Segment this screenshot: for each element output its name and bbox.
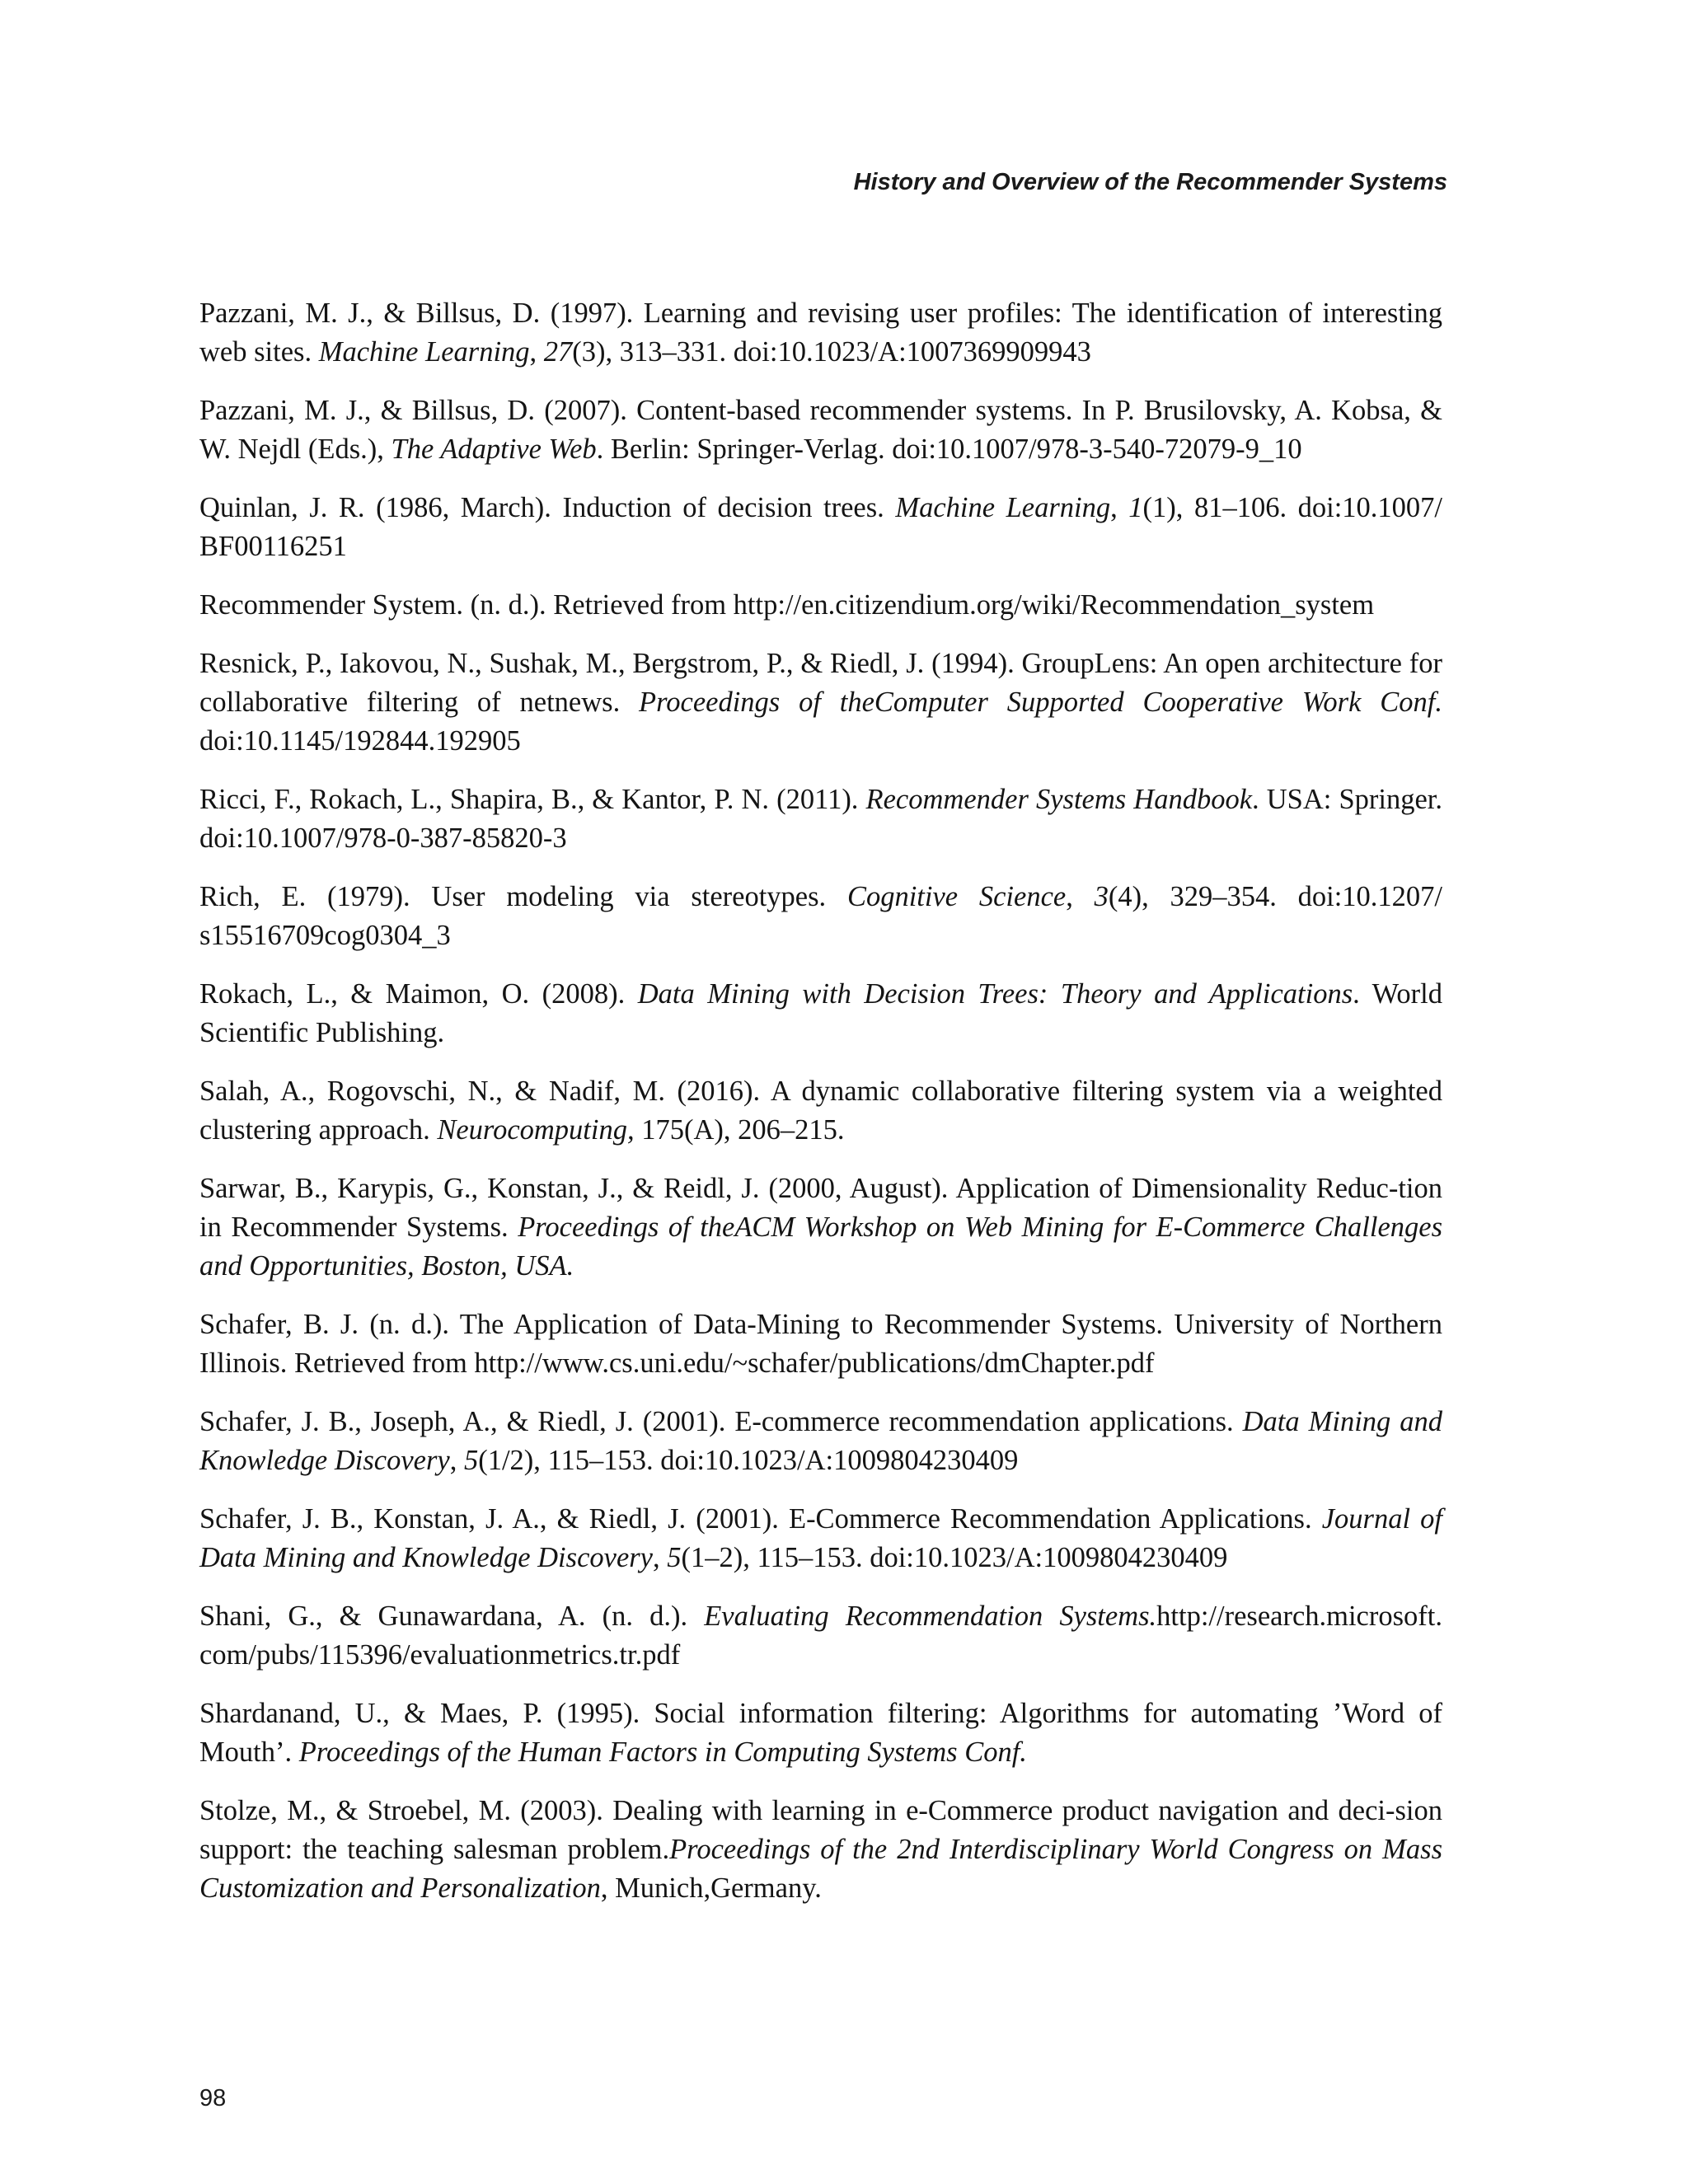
reference-source-title: Evaluating Recommendation Systems. xyxy=(704,1601,1157,1632)
reference-entry xyxy=(199,878,1442,955)
reference-source-title: Proceedings of theACM Workshop on Web Mining for E-Commerce Challenges and Opportunities, Boston, USA. xyxy=(199,1212,1442,1282)
reference-text: . Berlin: Springer-Verlag. doi:10.1007/978-3-540-72079-9_10 xyxy=(596,434,1302,465)
reference-entry xyxy=(199,586,1442,625)
reference-entry xyxy=(199,975,1442,1052)
reference-volume: 1 xyxy=(1128,492,1143,523)
reference-text: , xyxy=(1066,881,1095,912)
page-number: 98 xyxy=(199,2085,227,2111)
reference-source-title: Journal of Data Mining and Knowledge Discovery xyxy=(199,1503,1442,1573)
reference-source-title: Proceedings of theComputer Supported Cooperative Work Conf. xyxy=(639,687,1442,718)
reference-text: Stolze, M., & Stroebel, M. (2003). Dealing with learning in e-Commerce product navigation and deci-sion support: the teaching salesman problem. xyxy=(199,1795,1442,1865)
reference-entry xyxy=(199,1500,1442,1577)
reference-text: Rokach, L., & Maimon, O. (2008). xyxy=(199,978,638,1010)
reference-entry xyxy=(199,1792,1442,1908)
reference-volume: 5 xyxy=(667,1542,682,1573)
reference-text: Ricci, F., Rokach, L., Shapira, B., & Kantor, P. N. (2011). xyxy=(199,784,866,815)
reference-text: 175(A), 206–215. xyxy=(634,1114,845,1146)
reference-text: , xyxy=(449,1445,464,1476)
reference-entry xyxy=(199,1597,1442,1675)
reference-text: , Munich,Germany. xyxy=(600,1872,822,1904)
reference-text: doi:10.1145/192844.192905 xyxy=(199,725,521,757)
reference-text: Schafer, J. B., Konstan, J. A., & Riedl, J. (2001). E-Commerce Recommendation Applications. xyxy=(199,1503,1322,1535)
reference-entry xyxy=(199,294,1442,372)
reference-source-title: Proceedings of the 2nd Interdisciplinary World Congress on Mass Customization and Personalization xyxy=(199,1834,1443,1904)
reference-text: Sarwar, B., Karypis, G., Konstan, J., & Reidl, J. (2000, August). Application of Dimensionality Reduc-tion in Recommender Systems. xyxy=(199,1173,1442,1243)
reference-entry xyxy=(199,1169,1442,1286)
reference-source-title: Machine Learning xyxy=(895,492,1111,523)
reference-text: Quinlan, J. R. (1986, March). Induction of decision trees. xyxy=(199,492,896,523)
reference-source-title: Machine Learning xyxy=(318,336,530,368)
reference-entry xyxy=(199,1403,1442,1480)
reference-text: Pazzani, M. J., & Billsus, D. (2007). Content-based recommender systems. In P. Brusilovsky, A. Kobsa, & W. Nejdl (Eds.), xyxy=(199,395,1442,465)
reference-source-title: Proceedings of the Human Factors in Computing Systems Conf. xyxy=(298,1736,1027,1768)
reference-text: . USA: Springer. doi:10.1007/978-0-387-85820-3 xyxy=(199,784,1442,854)
reference-text: Recommender System. (n. d.). Retrieved from http://en.citizendium.org/wiki/Recommendation_system xyxy=(199,589,1375,621)
reference-text: (3), 313–331. doi:10.1023/A:1007369909943 xyxy=(572,336,1091,368)
reference-entry xyxy=(199,391,1442,469)
running-header-title: History and Overview of the Recommender Systems xyxy=(853,169,1447,195)
reference-text: Schafer, B. J. (n. d.). The Application of Data-Mining to Recommender Systems. University of Northern Illinois. Retrieved from http://www.cs.uni.edu/~schafer/publications/dmChapter.pdf xyxy=(199,1309,1442,1379)
reference-volume: 3 xyxy=(1094,881,1109,912)
reference-text: Shardanand, U., & Maes, P. (1995). Social information filtering: Algorithms for automating ’Word of Mouth’. xyxy=(199,1698,1442,1768)
reference-entry xyxy=(199,1694,1442,1772)
reference-volume: 27 xyxy=(543,336,573,368)
reference-text: http://research.microsoft. com/pubs/115396/evaluationmetrics.tr.pdf xyxy=(199,1601,1442,1671)
reference-text: , xyxy=(653,1542,668,1573)
reference-source-title: Data Mining with Decision Trees: Theory and Applications xyxy=(637,978,1353,1010)
reference-text: Rich, E. (1979). User modeling via stereotypes. xyxy=(199,881,847,912)
reference-source-title: Cognitive Science xyxy=(846,881,1067,912)
reference-text: , xyxy=(529,336,544,368)
reference-text: Shani, G., & Gunawardana, A. (n. d.). xyxy=(199,1601,705,1632)
reference-list xyxy=(199,294,1442,1928)
reference-text: (4), 329–354. doi:10.1207/ s15516709cog0304_3 xyxy=(199,881,1443,951)
reference-entry xyxy=(199,1305,1442,1383)
reference-source-title: Neurocomputing, xyxy=(437,1114,635,1146)
reference-text: Resnick, P., Iakovou, N., Sushak, M., Bergstrom, P., & Riedl, J. (1994). GroupLens: An open architecture for collaborative filtering of netnews. xyxy=(199,648,1442,718)
reference-text: Pazzani, M. J., & Billsus, D. (1997). Learning and revising user profiles: The identification of interesting web sites. xyxy=(199,298,1442,368)
reference-volume: 5 xyxy=(463,1445,479,1476)
reference-text: (1/2), 115–153. doi:10.1023/A:1009804230409 xyxy=(478,1445,1019,1476)
reference-text: , xyxy=(1110,492,1129,523)
reference-entry xyxy=(199,1072,1442,1150)
reference-source-title: Recommender Systems Handbook xyxy=(865,784,1253,815)
reference-text: Schafer, J. B., Joseph, A., & Riedl, J. (2001). E-commerce recommendation applications. xyxy=(199,1406,1243,1437)
reference-text: Salah, A., Rogovschi, N., & Nadif, M. (2016). A dynamic collaborative filtering system via a weighted clustering approach. xyxy=(199,1076,1442,1146)
reference-source-title: Data Mining and Knowledge Discovery xyxy=(199,1406,1442,1476)
reference-entry xyxy=(199,489,1442,566)
reference-source-title: The Adaptive Web xyxy=(391,434,597,465)
reference-entry xyxy=(199,780,1442,858)
reference-entry xyxy=(199,644,1442,761)
reference-text: (1–2), 115–153. doi:10.1023/A:1009804230409 xyxy=(681,1542,1228,1573)
reference-text: . World Scientific Publishing. xyxy=(199,978,1442,1048)
reference-text: (1), 81–106. doi:10.1007/ BF00116251 xyxy=(199,492,1443,562)
